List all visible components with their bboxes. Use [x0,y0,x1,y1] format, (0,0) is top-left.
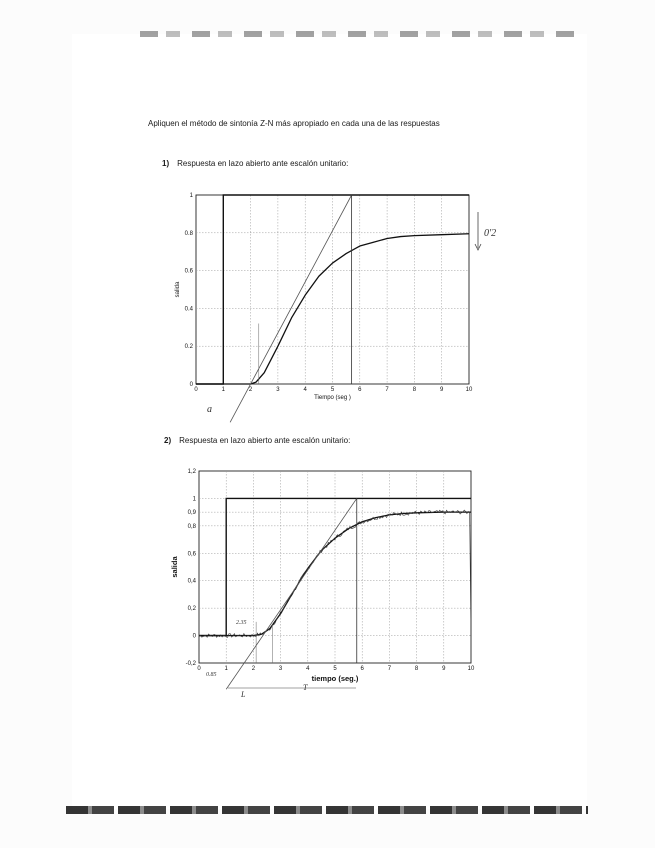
x-tick-label: 9 [442,666,446,672]
y-tick-label: 1,2 [187,469,196,475]
y-axis-label: salida [170,556,179,578]
y-tick-label: 0.2 [184,344,193,351]
instructions-text: Apliquen el método de sintonía Z-N más apropiado en cada una de las respuestas [148,119,440,128]
x-tick-label: 0 [197,666,201,672]
x-tick-label: 3 [278,666,283,672]
question-1-number: 1) [162,159,170,168]
y-tick-label: 0.8 [184,230,193,237]
y-tick-label: 1 [192,496,196,503]
point-label-a: a [207,404,212,415]
x-tick-label: 4 [303,387,307,393]
x-tick-label: 10 [465,387,473,393]
x-tick-label: 9 [440,387,444,393]
x-tick-label: 5 [333,666,337,672]
x-tick-label: 5 [330,387,335,393]
y-tick-label: 0 [192,633,196,640]
point-label-3: 0.85 [206,672,217,678]
x-tick-label: 4 [306,666,310,672]
x-tick-label: 7 [387,666,392,672]
y-tick-label: 0,9 [187,510,196,517]
x-tick-label: 10 [467,666,475,672]
y-tick-label: 0,4 [187,578,196,585]
x-tick-label: 1 [224,666,228,672]
x-tick-label: 2 [251,666,256,672]
x-tick-label: 8 [414,666,419,672]
x-tick-label: 0 [194,387,198,393]
x-tick-label: 2 [248,387,253,393]
x-tick-label: 7 [385,387,389,393]
margin-note-1: 0'2 [484,228,497,239]
point-label-T: T [303,683,308,692]
y-tick-label: 0.6 [184,268,193,275]
y-tick-label: -0,2 [185,661,196,667]
x-axis-label: tiempo (seg.) [311,674,359,683]
question-2-text: Respuesta en lazo abierto ante escalón unitario: [179,436,351,445]
y-tick-label: 0,6 [187,551,196,558]
question-1-text: Respuesta en lazo abierto ante escalón unitario: [177,159,349,168]
y-tick-label: 0.4 [184,306,193,313]
point-label-L: L [241,690,246,699]
x-tick-label: 6 [358,387,362,393]
x-tick-label: 3 [276,387,280,393]
y-axis-label: salida [175,281,181,298]
y-tick-label: 0,8 [187,523,196,530]
y-tick-label: 0,2 [187,606,196,613]
x-tick-label: 1 [221,387,225,393]
x-tick-label: 6 [360,666,364,672]
x-tick-label: 8 [412,387,417,393]
y-tick-label: 1 [189,193,193,199]
question-2-number: 2) [164,436,172,445]
point-label-2: 2.35 [236,620,247,626]
y-tick-label: 0 [189,382,193,388]
x-axis-label: Tiempo (seg ) [314,395,351,401]
